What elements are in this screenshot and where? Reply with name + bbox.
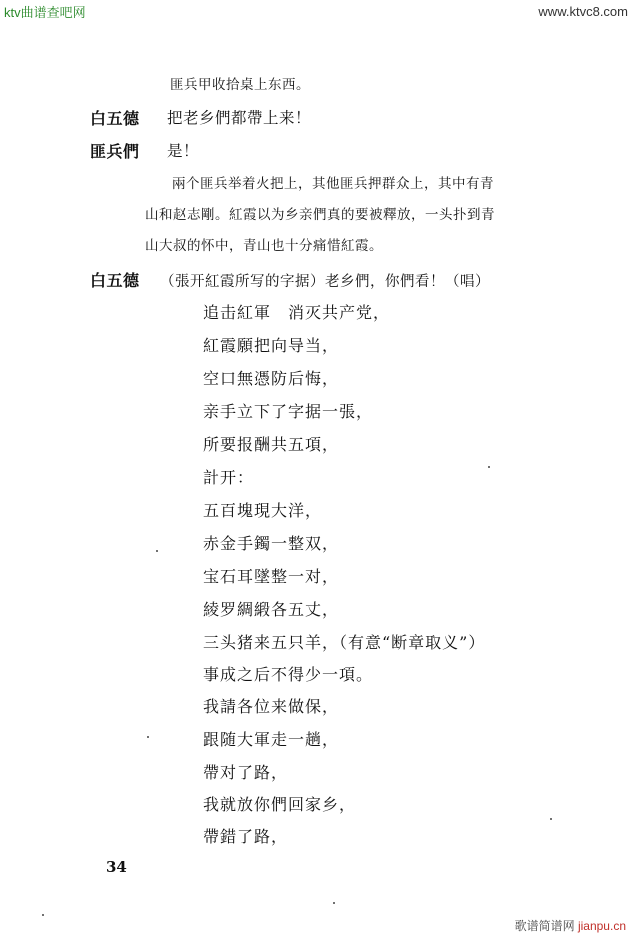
speaker-label: 匪兵們	[90, 142, 140, 161]
verse-line: 宝石耳墜整一对，	[203, 567, 340, 586]
page-number: 34	[106, 858, 127, 876]
verse-line: 我請各位来做保，	[203, 697, 340, 716]
scan-speck	[333, 902, 335, 904]
scan-speck	[550, 818, 552, 820]
verse-line: 空口無憑防后悔，	[203, 369, 340, 388]
verse-line: 我就放你們回家乡，	[203, 795, 357, 814]
verse-line: 亲手立下了字据一張，	[203, 402, 374, 421]
stage-direction-1: 匪兵甲收拾桌上东西。	[170, 77, 310, 93]
verse-line: 計开：	[203, 468, 255, 487]
scan-speck	[156, 550, 158, 552]
stage-direction-3: 山和赵志剛。紅霞以为乡亲們真的要被釋放，一头扑到青	[145, 207, 495, 223]
watermark-bottom-site: jianpu.cn	[577, 919, 626, 933]
scan-speck	[42, 914, 44, 916]
verse-line: 五百塊現大洋，	[203, 501, 323, 520]
scan-speck	[488, 466, 490, 468]
stage-direction-2: 兩个匪兵举着火把上，其他匪兵押群众上，其中有青	[172, 176, 494, 192]
dialogue-line: 是！	[167, 142, 200, 160]
verse-line: 追击紅軍 消灭共产党，	[203, 303, 391, 322]
verse-line: 跟随大軍走一趟，	[203, 730, 340, 749]
speaker-label: 白五德	[90, 271, 140, 290]
verse-line: 帶对了路，	[203, 763, 289, 782]
watermark-bottom-right	[515, 917, 626, 934]
speaker-label: 白五德	[90, 109, 140, 128]
verse-line: 三头猪来五只羊，（有意“断章取义”）	[203, 633, 486, 652]
verse-line: 所要报酬共五項，	[203, 435, 340, 454]
verse-line: 赤金手鐲一整双，	[203, 534, 340, 553]
stage-direction-4: 山大叔的怀中，青山也十分痛惜紅霞。	[145, 238, 383, 254]
scan-speck	[147, 736, 149, 738]
verse-line: 帶錯了路，	[203, 827, 289, 846]
watermark-top-left: ktv曲谱查吧网	[4, 5, 86, 20]
verse-line: 綾罗綢緞各五丈，	[203, 600, 340, 619]
verse-line: 事成之后不得少一項。	[203, 665, 374, 684]
dialogue-line: 把老乡們都帶上来！	[167, 109, 312, 127]
watermark-top-right: www.ktvc8.com	[538, 4, 628, 19]
dialogue-line: （張开紅霞所写的字据）老乡們，你們看！（唱）	[160, 274, 490, 290]
watermark-bottom-prefix: 歌谱简谱网	[514, 919, 578, 933]
verse-line: 紅霞願把向导当，	[203, 336, 340, 355]
